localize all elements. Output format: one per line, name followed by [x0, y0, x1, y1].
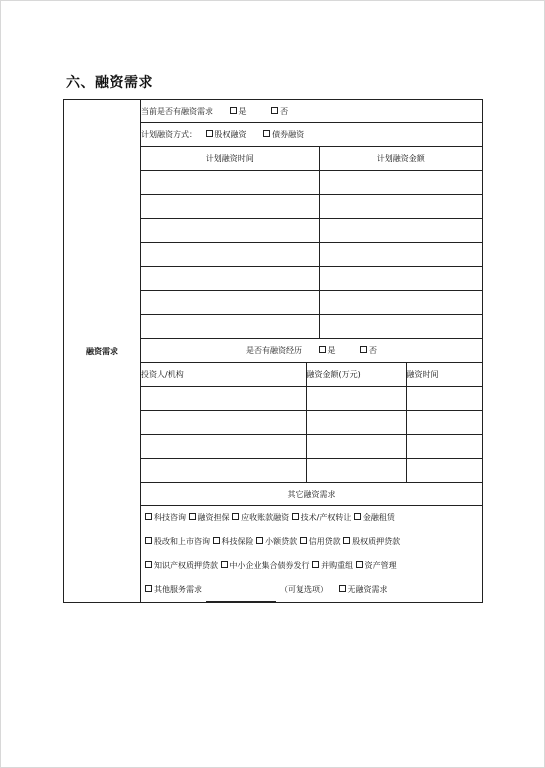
svc-checkbox[interactable]: [300, 537, 307, 544]
plan-amount-header: 计划融资金额: [319, 147, 482, 171]
investor-cell[interactable]: [141, 387, 306, 411]
svc-other-label: 其他服务需求: [154, 585, 202, 594]
svc-checkbox[interactable]: [221, 561, 228, 568]
need-no-label: 否: [280, 106, 289, 116]
svc-checkbox[interactable]: [354, 513, 361, 520]
financing-needs-table: [63, 99, 483, 603]
svc-checkbox[interactable]: [292, 513, 299, 520]
bond-checkbox[interactable]: [263, 130, 270, 137]
svc-checkbox[interactable]: [213, 537, 220, 544]
svc-label: 小额贷款: [265, 537, 298, 546]
plan-time-cell[interactable]: [141, 195, 319, 219]
need-yes-checkbox[interactable]: [230, 107, 237, 114]
svc-checkbox[interactable]: [145, 513, 152, 520]
services-line-3: [141, 554, 482, 578]
multi-select-note: （可复选项）: [280, 585, 328, 594]
investor-table-cell: [141, 363, 483, 483]
amount-header: 融资金额(万元): [306, 363, 406, 387]
investor-table: [141, 363, 482, 482]
plan-time-cell[interactable]: [141, 267, 319, 291]
history-no-label: 否: [369, 346, 378, 355]
svc-label: 并购重组: [321, 561, 354, 570]
svc-label: 资产管理: [364, 561, 397, 570]
need-no-checkbox[interactable]: [271, 107, 278, 114]
plan-time-header: 计划融资时间: [141, 147, 319, 171]
amount-cell[interactable]: [306, 387, 406, 411]
svc-label: 中小企业集合债券发行: [229, 561, 310, 570]
equity-label: 股权融资: [214, 130, 247, 139]
svc-label: 知识产权质押贷款: [154, 561, 218, 570]
time-cell[interactable]: [406, 459, 482, 483]
svc-other-checkbox[interactable]: [145, 585, 152, 592]
services-line-1: [141, 506, 482, 530]
history-yes-label: 是: [327, 346, 336, 355]
need-label: 当前是否有融资需求: [141, 106, 213, 116]
no-need-checkbox[interactable]: [339, 585, 346, 592]
equity-checkbox[interactable]: [206, 130, 213, 137]
no-need-label: 无融资需求: [347, 585, 388, 594]
plan-table-cell: [141, 147, 483, 339]
plan-time-cell[interactable]: [141, 171, 319, 195]
plan-amount-cell[interactable]: [319, 267, 482, 291]
bond-label: 债券融资: [272, 130, 305, 139]
svc-label: 股改和上市咨询: [154, 537, 210, 546]
svc-checkbox[interactable]: [145, 561, 152, 568]
time-cell[interactable]: [406, 411, 482, 435]
svc-label: 融资担保: [197, 513, 230, 522]
section-title: 六、融资需求: [66, 75, 153, 91]
plan-amount-cell[interactable]: [319, 219, 482, 243]
history-yes-checkbox[interactable]: [319, 346, 326, 353]
investor-cell[interactable]: [141, 411, 306, 435]
amount-cell[interactable]: [306, 435, 406, 459]
amount-cell[interactable]: [306, 411, 406, 435]
plan-time-cell[interactable]: [141, 291, 319, 315]
plan-label: 计划融资方式：: [141, 130, 197, 139]
svc-label: 应收账款融资: [241, 513, 290, 522]
history-label: 是否有融资经历: [245, 346, 302, 355]
plan-amount-cell[interactable]: [319, 315, 482, 339]
plan-time-cell[interactable]: [141, 243, 319, 267]
svc-label: 科技咨询: [154, 513, 186, 522]
need-row: [141, 100, 483, 123]
plan-table: [141, 147, 482, 338]
time-header: 融资时间: [406, 363, 482, 387]
left-label: 融资需求: [64, 100, 141, 603]
plan-amount-cell[interactable]: [319, 171, 482, 195]
plan-amount-cell[interactable]: [319, 291, 482, 315]
time-cell[interactable]: [406, 387, 482, 411]
svc-label: 股权质押贷款: [352, 537, 401, 546]
svc-checkbox[interactable]: [312, 561, 319, 568]
amount-cell[interactable]: [306, 459, 406, 483]
other-needs-header: 其它融资需求: [141, 483, 483, 506]
svc-checkbox[interactable]: [145, 537, 152, 544]
svc-checkbox[interactable]: [189, 513, 196, 520]
need-yes-label: 是: [238, 106, 247, 116]
plan-amount-cell[interactable]: [319, 243, 482, 267]
svc-label: 信用贷款: [308, 537, 341, 546]
svc-checkbox[interactable]: [256, 537, 263, 544]
services-line-4: [141, 578, 482, 602]
plan-row: [141, 123, 483, 147]
history-no-checkbox[interactable]: [360, 346, 367, 353]
history-row: [141, 339, 483, 363]
investor-cell[interactable]: [141, 435, 306, 459]
svc-checkbox[interactable]: [356, 561, 363, 568]
services-cell: [141, 506, 483, 603]
svc-label: 科技保险: [221, 537, 254, 546]
plan-amount-cell[interactable]: [319, 195, 482, 219]
svc-label: 技术/产权转让: [300, 513, 352, 522]
services-line-2: [141, 530, 482, 554]
investor-header: 投资人/机构: [141, 363, 306, 387]
plan-time-cell[interactable]: [141, 315, 319, 339]
svc-checkbox[interactable]: [343, 537, 350, 544]
investor-cell[interactable]: [141, 459, 306, 483]
time-cell[interactable]: [406, 435, 482, 459]
other-needs-blank[interactable]: [206, 592, 276, 602]
plan-time-cell[interactable]: [141, 219, 319, 243]
svc-checkbox[interactable]: [232, 513, 239, 520]
svc-label: 金融租赁: [362, 513, 395, 522]
